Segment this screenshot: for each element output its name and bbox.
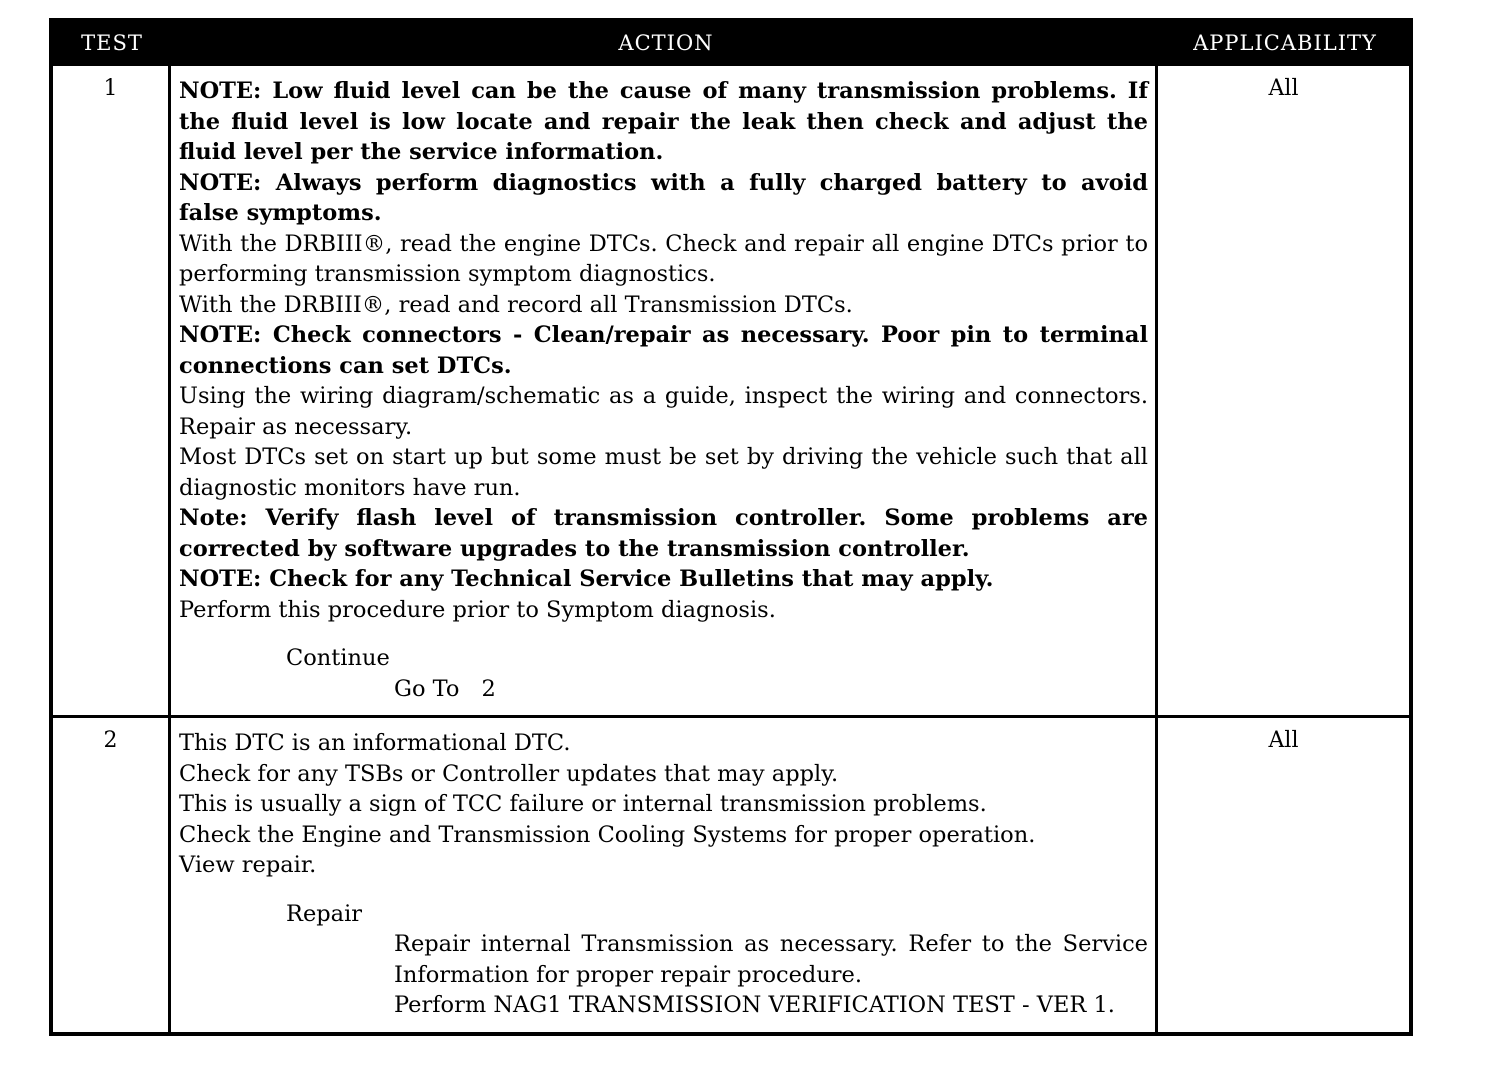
action-line: This DTC is an informational DTC. [179, 730, 571, 756]
action-line: View repair. [179, 852, 317, 878]
goto-value: 2 [481, 675, 496, 702]
action-line: NOTE: Check connectors - Clean/repair as necessary. Poor pin to terminal connections can set DTCs. [179, 322, 1148, 379]
repair-line: Repair internal Transmission as necessary. Refer to the Service Information for proper repair procedure. [394, 931, 1148, 988]
applicability-value: All [1268, 76, 1299, 101]
result-label: Repair [286, 900, 363, 927]
action-line: With the DRBIII®, read the engine DTCs. Check and repair all engine DTCs prior to performing transmission symptom diagnostics. [179, 230, 1148, 287]
repair-line: Perform NAG1 TRANSMISSION VERIFICATION TEST - VER 1. [394, 992, 1115, 1018]
table-header [53, 22, 1409, 63]
header-applicability: APPLICABILITY [1193, 30, 1377, 55]
action-line: Check the Engine and Transmission Cooling Systems for proper operation. [179, 821, 1036, 848]
header-action: ACTION [618, 30, 714, 55]
result-label: Continue [286, 645, 390, 671]
action-line: With the DRBIII®, read and record all Transmission DTCs. [179, 291, 853, 318]
applicability-value: All [1268, 728, 1299, 753]
header-test: TEST [81, 30, 143, 55]
action-line: Perform this procedure prior to Symptom diagnosis. [179, 596, 776, 623]
action-line: Note: Verify flash level of transmission controller. Some problems are corrected by software upgrades to the transmission controller. [179, 505, 1148, 562]
action-line: Using the wiring diagram/schematic as a guide, inspect the wiring and connectors. Repair as necessary. [179, 383, 1148, 440]
diagnostic-table [49, 18, 1413, 1036]
test-number: 1 [53, 66, 171, 715]
action-cell [171, 66, 1158, 715]
goto-label: Go To [394, 675, 460, 702]
test-number: 2 [53, 718, 171, 1032]
action-line: NOTE: Check for any Technical Service Bulletins that may apply. [179, 566, 994, 592]
action-cell [171, 718, 1158, 1032]
action-line: NOTE: Low fluid level can be the cause of many transmission problems. If the fluid level is low locate and repair the leak then check and adjust the fluid level per the service information. [179, 78, 1148, 165]
table-row [53, 715, 1409, 1032]
action-line: NOTE: Always perform diagnostics with a fully charged battery to avoid false symptoms. [179, 169, 1148, 226]
action-line: Check for any TSBs or Controller updates that may apply. [179, 760, 839, 787]
action-line: This is usually a sign of TCC failure or internal transmission problems. [179, 791, 987, 817]
goto-link[interactable] [394, 674, 1148, 705]
table-row [53, 63, 1409, 715]
action-line: Most DTCs set on start up but some must be set by driving the vehicle such that all diagnostic monitors have run. [179, 444, 1148, 501]
